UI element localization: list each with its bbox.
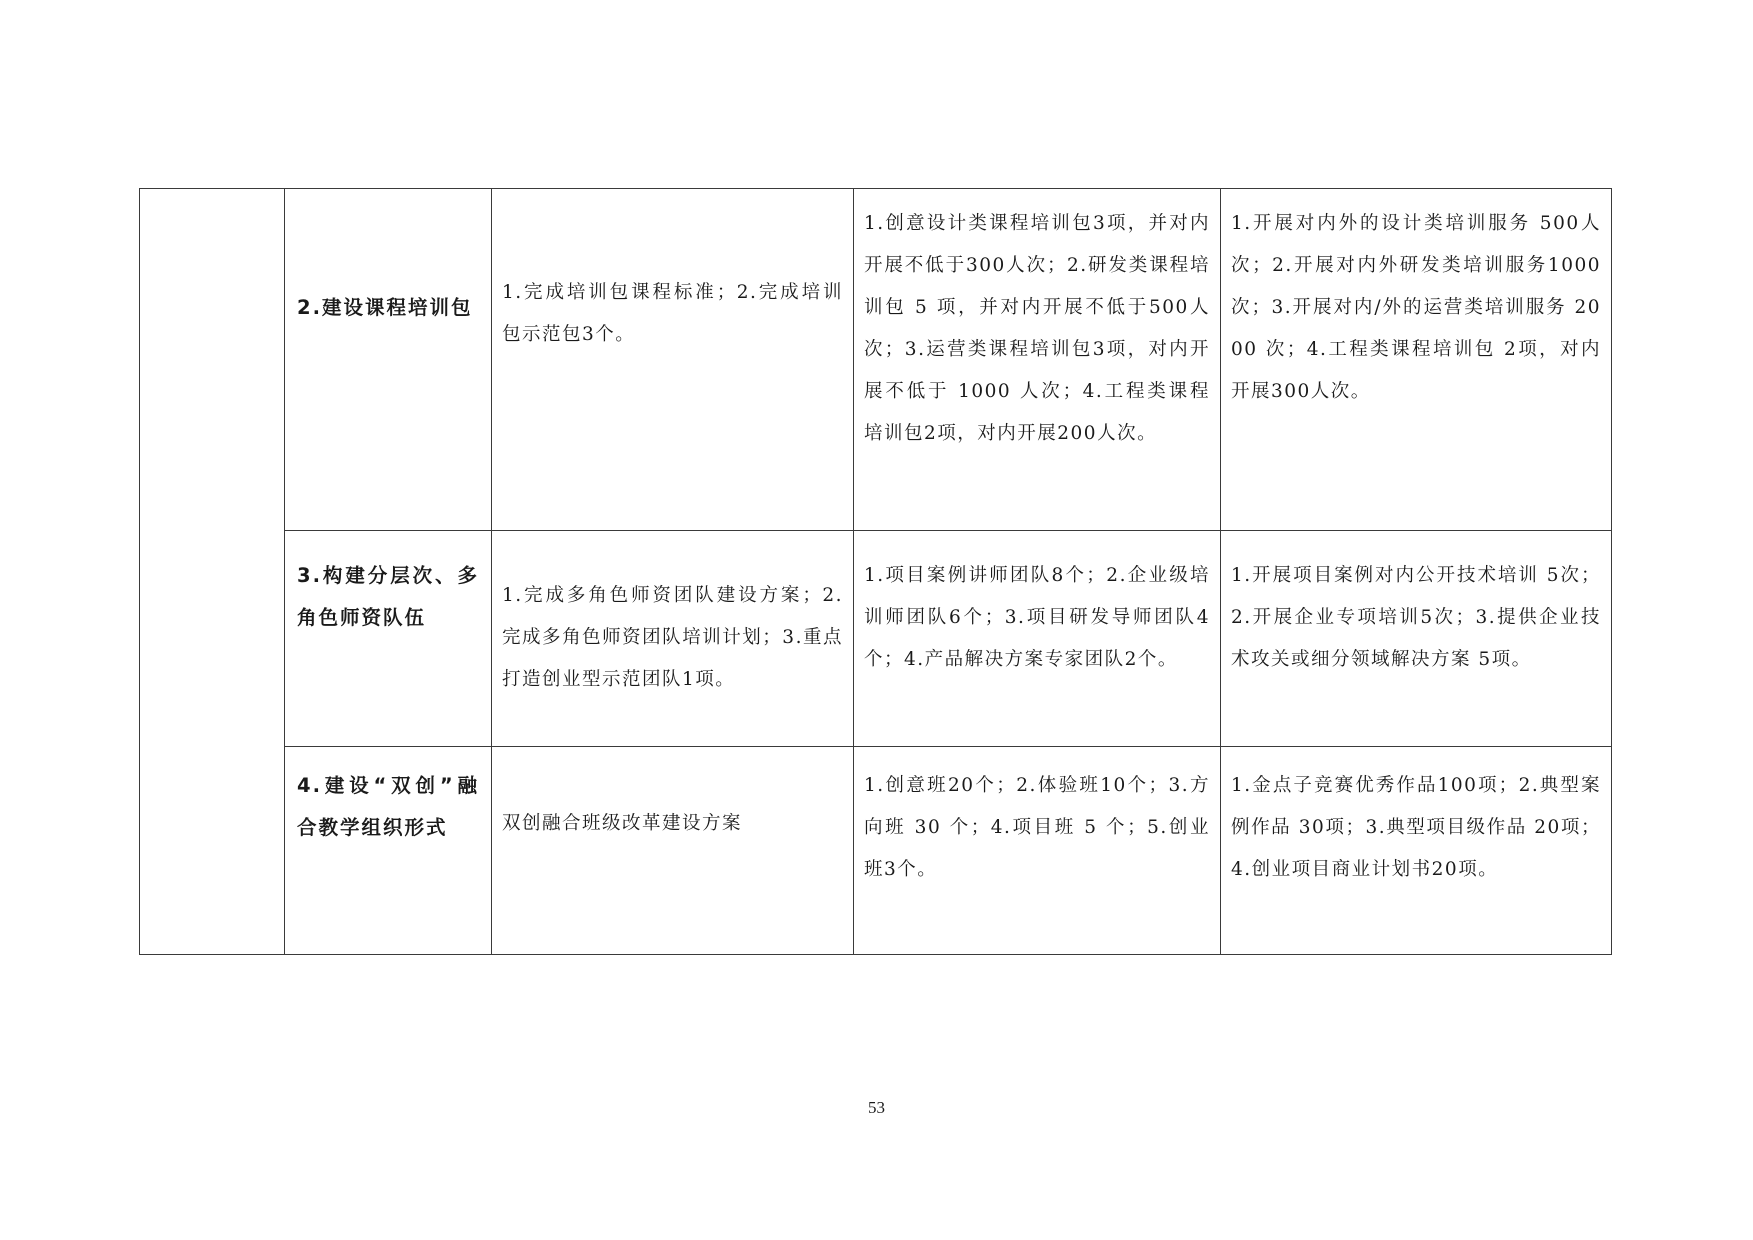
page-number: 53 [868, 1098, 885, 1117]
mid-target-cell: 1.项目案例讲师团队8个；2.企业级培训师团队6个；3.项目研发导师团队4个；4.产品解决方案专家团队2个。 [854, 531, 1221, 747]
table-row [140, 531, 1612, 747]
mid-target-cell: 1.创意班20个；2.体验班10个；3.方向班 30 个；4.项目班 5 个；5.创业班3个。 [854, 747, 1221, 955]
mid-target-cell: 1.创意设计类课程培训包3项，并对内开展不低于300人次；2.研发类课程培训包 5 项，并对内开展不低于500人次；3.运营类课程培训包3项，对内开展不低于 1000 人次；4.工程类课程培训包2项，对内开展200人次。 [854, 189, 1221, 531]
task-cell: 2.建设课程培训包 [285, 189, 492, 531]
high-target-cell: 1.开展对内外的设计类培训服务 500人次；2.开展对内外研发类培训服务1000次；3.开展对内/外的运营类培训服务 2000 次；4.工程类课程培训包 2项，对内开展300人次。 [1221, 189, 1612, 531]
task-cell: 4.建设“双创”融合教学组织形式 [285, 747, 492, 955]
task-cell: 3.构建分层次、多角色师资队伍 [285, 531, 492, 747]
table-row [140, 747, 1612, 955]
high-target-cell: 1.开展项目案例对内公开技术培训 5次；2.开展企业专项培训5次；3.提供企业技术攻关或细分领域解决方案 5项。 [1221, 531, 1612, 747]
plan-table [139, 188, 1612, 955]
basic-target-cell: 1.完成多角色师资团队建设方案；2.完成多角色师资团队培训计划；3.重点打造创业型示范团队1项。 [492, 531, 854, 747]
table-row [140, 189, 1612, 531]
basic-target-cell: 1.完成培训包课程标准；2.完成培训包示范包3个。 [492, 189, 854, 531]
basic-target-cell: 双创融合班级改革建设方案 [492, 747, 854, 955]
category-cell [140, 189, 285, 955]
high-target-cell: 1.金点子竞赛优秀作品100项；2.典型案例作品 30项；3.典型项目级作品 20项；4.创业项目商业计划书20项。 [1221, 747, 1612, 955]
